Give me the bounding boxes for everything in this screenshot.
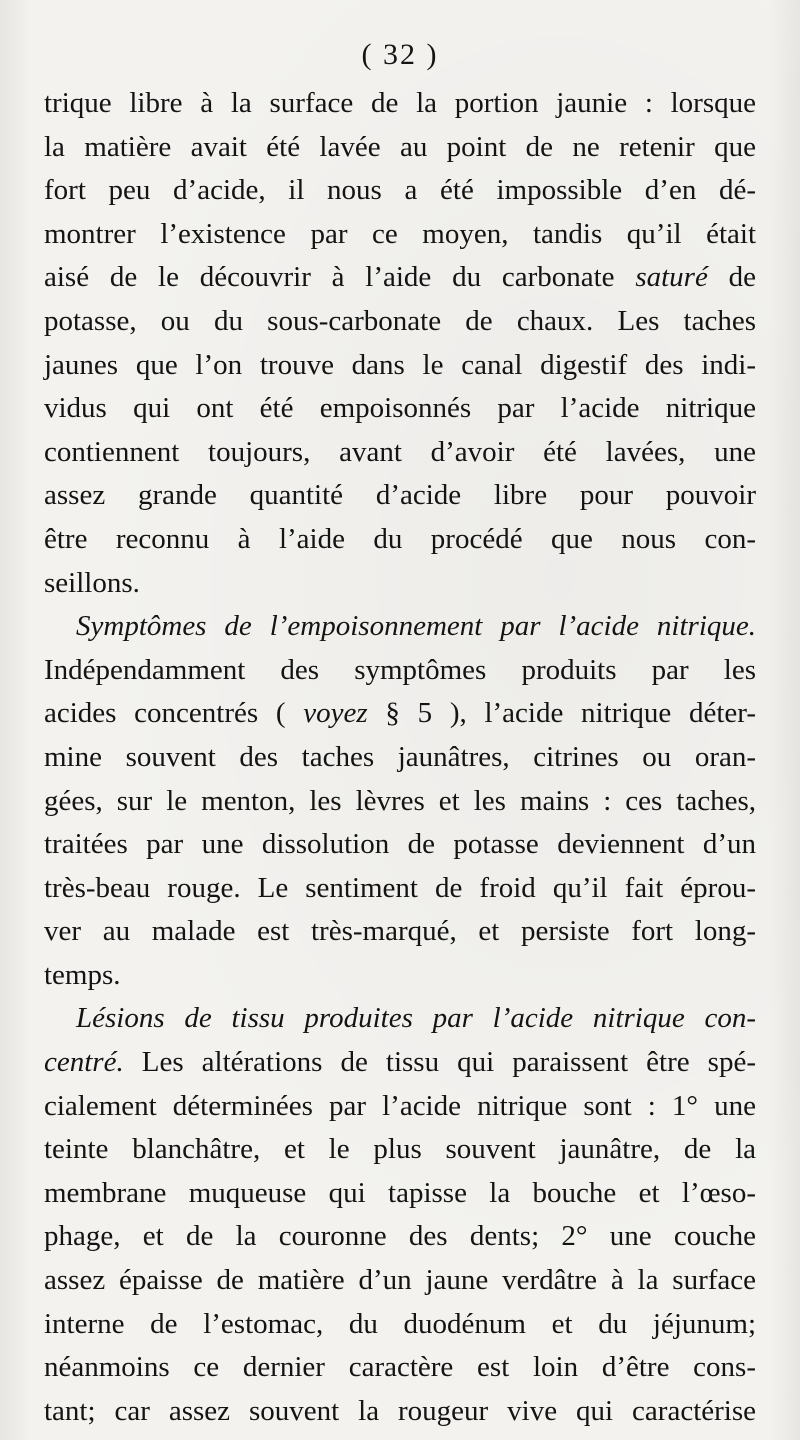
text-run: phage, et de la couronne des dents; 2° une couche: [44, 1220, 756, 1253]
italic-text: Lésions de tissu produites par l’acide nitrique con-: [76, 1002, 756, 1035]
text-line: [44, 954, 756, 998]
text-line: [44, 1172, 756, 1216]
text-run: aisé de le découvrir à l’aide du carbonate: [44, 261, 636, 294]
text-line: [44, 562, 756, 606]
text-line: [44, 1128, 756, 1172]
text-line: [44, 169, 756, 213]
text-run: montrer l’existence par ce moyen, tandis qu’il était: [44, 217, 756, 250]
text-line: [44, 387, 756, 431]
text-line: [44, 997, 756, 1041]
text-line: [44, 1346, 756, 1390]
text-run: Indépendamment des symptômes produits par les: [44, 653, 756, 686]
text-line: [44, 213, 756, 257]
text-line: [44, 910, 756, 954]
text-run: très-beau rouge. Le sentiment de froid qu’il fait éprou-: [44, 871, 756, 904]
text-run: mine souvent des taches jaunâtres, citrines ou oran-: [44, 740, 756, 773]
text-line: [44, 300, 756, 344]
text-line: [44, 344, 756, 388]
text-run: de: [707, 261, 756, 294]
text-line: [44, 692, 756, 736]
text-line: [44, 1215, 756, 1259]
text-run: tant; car assez souvent la rougeur vive qui caractérise: [44, 1394, 756, 1427]
text-run: seillons.: [44, 566, 140, 599]
italic-text: voyez: [303, 697, 368, 730]
text-run: cialement déterminées par l’acide nitrique sont : 1° une: [44, 1089, 756, 1122]
text-line: [44, 1041, 756, 1085]
text-run: fort peu d’acide, il nous a été impossible d’en dé-: [44, 174, 756, 207]
text-run: ver au malade est très-marqué, et persiste fort long-: [44, 915, 756, 948]
text-line: [44, 1303, 756, 1347]
body-text: [44, 82, 756, 1433]
page-number: ( 32 ): [361, 38, 439, 71]
text-line: [44, 431, 756, 475]
text-run: gées, sur le menton, les lèvres et les mains : ces taches,: [44, 784, 756, 817]
text-run: la matière avait été lavée au point de ne retenir que: [44, 130, 756, 163]
text-run: néanmoins ce dernier caractère est loin d’être cons-: [44, 1351, 756, 1384]
text-run: membrane muqueuse qui tapisse la bouche et l’œso-: [44, 1176, 756, 1209]
text-run: § 5 ), l’acide nitrique déter-: [367, 697, 757, 730]
text-line: [44, 1085, 756, 1129]
text-line: [44, 1259, 756, 1303]
text-line: [44, 256, 756, 300]
text-line: [44, 605, 756, 649]
text-run: teinte blanchâtre, et le plus souvent jaunâtre, de la: [44, 1133, 756, 1166]
text-line: [44, 823, 756, 867]
text-line: [44, 649, 756, 693]
italic-text: Symptômes de l’empoisonnement par l’acide nitrique.: [76, 610, 756, 643]
text-run: être reconnu à l’aide du procédé que nous con-: [44, 522, 756, 555]
text-run: traitées par une dissolution de potasse deviennent d’un: [44, 828, 756, 861]
text-run: assez grande quantité d’acide libre pour pouvoir: [44, 479, 756, 512]
text-line: [44, 474, 756, 518]
italic-text: saturé: [635, 261, 708, 294]
text-run: temps.: [44, 958, 121, 991]
text-line: [44, 736, 756, 780]
text-run: vidus qui ont été empoisonnés par l’acide nitrique: [44, 392, 756, 425]
text-line: [44, 518, 756, 562]
italic-text: centré.: [44, 1046, 124, 1079]
text-line: [44, 867, 756, 911]
text-run: Les altérations de tissu qui paraissent être spé-: [123, 1046, 756, 1079]
text-line: [44, 82, 756, 126]
text-run: trique libre à la surface de la portion jaunie : lorsque: [44, 87, 756, 119]
text-run: acides concentrés (: [44, 697, 304, 730]
text-run: assez épaisse de matière d’un jaune verdâtre à la surface: [44, 1264, 756, 1297]
text-run: potasse, ou du sous-carbonate de chaux. Les taches: [44, 304, 756, 337]
text-run: interne de l’estomac, du duodénum et du jéjunum;: [44, 1307, 756, 1340]
text-run: contiennent toujours, avant d’avoir été lavées, une: [44, 435, 756, 468]
text-line: [44, 126, 756, 170]
text-line: [44, 780, 756, 824]
text-run: jaunes que l’on trouve dans le canal digestif des indi-: [44, 348, 756, 381]
text-line: [44, 1390, 756, 1434]
